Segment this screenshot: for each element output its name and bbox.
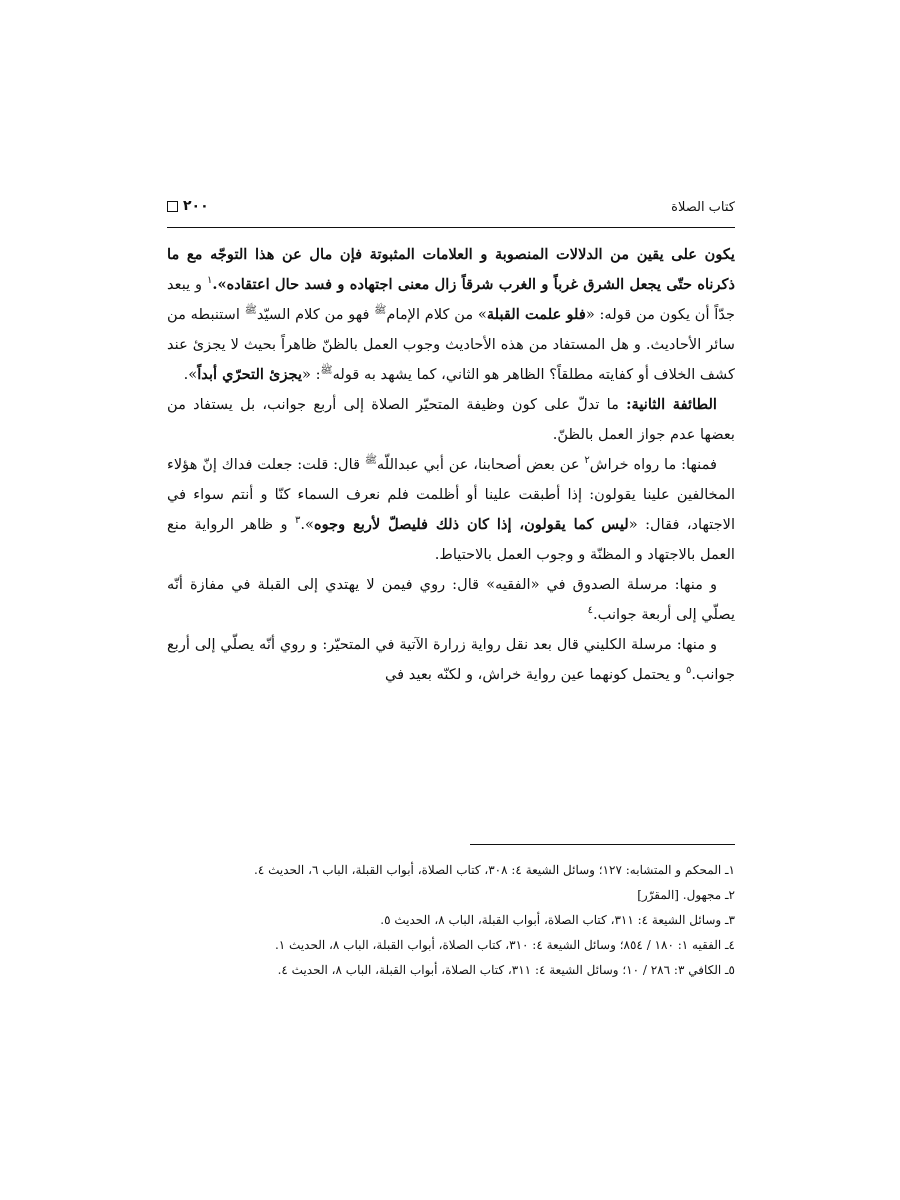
p1-text: استنبطه من سائر الأحاديث. و هل المستفاد من هذه الأحاديث وجوب العمل بالظنّ ظاهراً بحيث لا يجزئ عند كشف الخلاف أو كفايته مطلقاً؟ الظاهر هو الثاني، كما يشهد به قوله [167, 306, 735, 383]
footnote-item: ٤ـ الفقيه ١: ١٨٠ / ٨٥٤؛ وسائل الشيعة ٤: ٣١٠، كتاب الصلاة، أبواب القبلة، الباب ٨، الحديث ١. [274, 938, 735, 952]
p3-quote: ليس كما يقولون، إذا كان ذلك فليصلّ لأربع وجوه [313, 516, 629, 533]
p1-quote: يجزئ التحرّي أبداً [197, 366, 303, 383]
p4-text: و منها: مرسلة الصدوق في «الفقيه» قال: روي فيمن لا يهتدي إلى القبلة في مفازة أنّه يصلّي إلى أربعة جوانب. [167, 576, 735, 623]
p1-text: فهو من كلام السيّد [256, 306, 375, 323]
p1-text: : « [302, 366, 321, 383]
p1-text: و يبعد جدّاً أن يكون من قوله: « [167, 276, 736, 323]
page-number-group [167, 198, 209, 214]
honorific-mark: ﷺ [374, 305, 387, 317]
p3-text: فمنها: ما رواه خراش [589, 456, 718, 473]
footnote-ref: ٢ [584, 455, 590, 467]
footnote-item: ١ـ المحكم و المتشابه: ١٢٧؛ وسائل الشيعة ٤: ٣٠٨، كتاب الصلاة، أبواب القبلة، الباب ٦، الحديث ٤. [254, 863, 735, 877]
footnote-ref: ١ [207, 275, 213, 287]
paragraph-1 [167, 240, 735, 390]
honorific-mark: ﷺ [364, 455, 377, 467]
paragraph-5 [167, 630, 735, 690]
p5-text: و يحتمل كونهما عين رواية خراش، و لكنّه بعيد في [385, 666, 686, 683]
page-number: ٢٠٠ [183, 198, 209, 214]
footnote-item: ٢ـ مجهول. [المقرّر] [637, 888, 735, 902]
paragraph-4 [167, 570, 735, 630]
paragraph-2 [167, 390, 735, 450]
p2-text: ما تدلّ على كون وظيفة المتحيّر الصلاة إلى أربع جوانب، بل يستفاد من بعضها عدم جواز العمل بالظنّ. [167, 396, 735, 443]
p3-text: ». [300, 516, 314, 533]
footnotes [167, 858, 735, 983]
p1-quote-end: يكون على يقين من الدلالات المنصوبة و العلامات المثبوتة فإن مال عن هذا التوجّه مع ما ذكرناه حتّى يجعل الشرق غرباً و الغرب شرقاً زال معنى اجتهاده و فسد حال اعتقاده». [167, 246, 735, 293]
paragraph-3 [167, 450, 735, 570]
footnote-ref: ٣ [295, 515, 301, 527]
running-title: كتاب الصلاة [671, 200, 735, 215]
p5-text: و منها: مرسلة الكليني قال بعد نقل رواية زرارة الآتية في المتحيّر: و روي أنّه يصلّي إلى أربع جوانب. [167, 636, 735, 683]
footnote-divider [470, 844, 735, 845]
honorific-mark: ﷺ [320, 365, 333, 377]
p3-text: و ظاهر الرواية منع العمل بالاجتهاد و المظنّة و وجوب العمل بالاحتياط. [167, 516, 735, 563]
square-icon [167, 201, 178, 212]
footnote-item: ٣ـ وسائل الشيعة ٤: ٣١١، كتاب الصلاة، أبواب القبلة، الباب ٨، الحديث ٥. [380, 913, 735, 927]
footnote-ref: ٥ [685, 665, 692, 677]
p1-text: » من كلام الإمام [386, 306, 487, 323]
p3-text: عن بعض أصحابنا، عن أبي عبداللّه [376, 456, 585, 473]
footnote-ref: ٤ [587, 605, 594, 617]
main-text [167, 240, 735, 690]
page-header [167, 196, 735, 222]
footnote-item: ٥ـ الكافي ٣: ٢٨٦ / ١٠؛ وسائل الشيعة ٤: ٣١١، كتاب الصلاة، أبواب القبلة، الباب ٨، الحديث ٤. [277, 963, 735, 977]
honorific-mark: ﷺ [244, 305, 257, 317]
p3-text: قال: قلت: جعلت فداك إنّ هؤلاء المخالفين علينا يقولون: إذا أطبقت علينا أو أظلمت فلم نعرف السماء كنّا و أنتم سواء في الاجتهاد، فقال: « [167, 456, 736, 533]
p1-text: ». [183, 366, 198, 383]
p1-quote: فلو علمت القبلة [486, 306, 586, 323]
section-label: الطائفة الثانية: [626, 396, 717, 413]
header-divider [167, 227, 735, 228]
